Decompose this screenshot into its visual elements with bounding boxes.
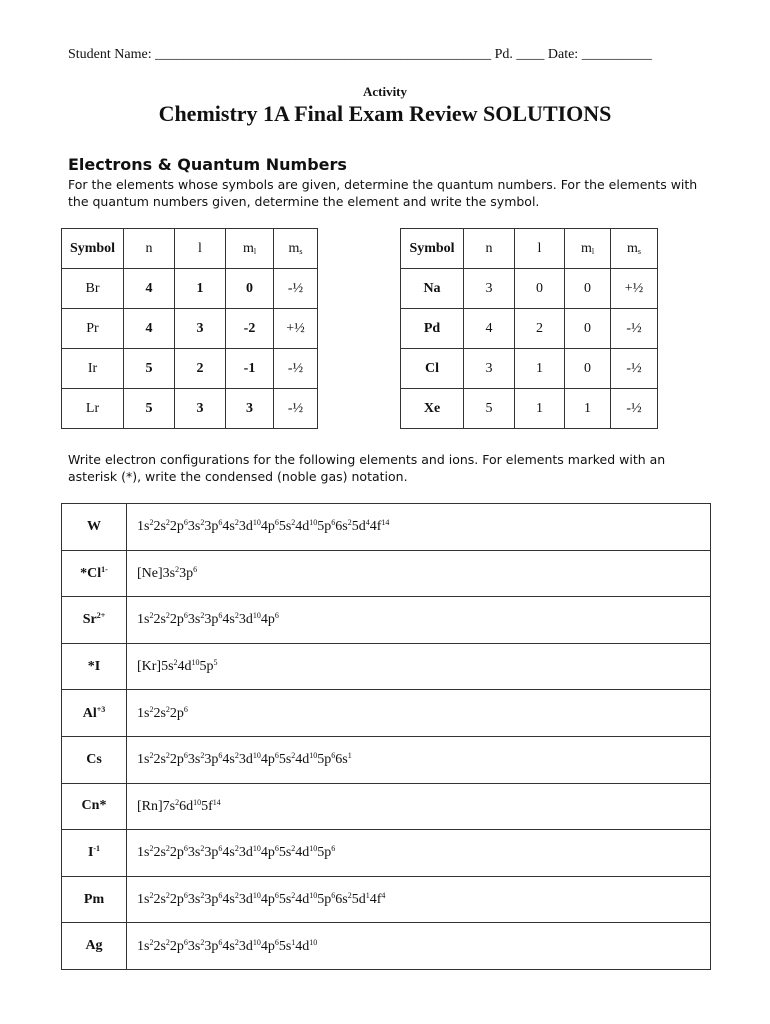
config-instructions: Write electron configurations for the following elements and ions. For elements marked with an asterisk (*), write the condensed (noble gas) notation. [68, 452, 666, 484]
l-cell: 2 [175, 349, 226, 389]
element-part: Sr [82, 612, 97, 628]
orbital-superscript: 14 [381, 518, 390, 528]
ms-cell: -½ [611, 349, 658, 389]
quantum-instructions: For the elements whose symbols are given, determine the quantum numbers. For the elements with the quantum numbers given, determine the element and write the symbol. [68, 177, 698, 209]
ms-header [274, 229, 318, 269]
orbital-part: 1s [137, 892, 150, 908]
l-cell: 3 [175, 309, 226, 349]
orbital-superscript: 5 [213, 658, 218, 668]
l-cell: 1 [515, 349, 565, 389]
orbital-part: 6s [335, 892, 348, 908]
orbital-part: 4p [260, 752, 275, 768]
orbital-part: 3d [238, 519, 253, 535]
orbital-superscript: 10 [309, 751, 318, 761]
n-cell: 3 [464, 269, 515, 309]
ms-header [611, 229, 658, 269]
ms-label: m [626, 240, 638, 256]
orbital-part: 3p [204, 519, 219, 535]
orbital-superscript: 2 [347, 891, 352, 901]
symbol-cell: Pr [62, 309, 124, 349]
orbital-part: 3s [187, 938, 201, 954]
orbital-part: 2p [169, 892, 184, 908]
orbital-part: 5s [278, 519, 292, 535]
element-part: *I [87, 658, 101, 674]
orbital-superscript: 6 [218, 611, 223, 621]
orbital-superscript: 2 [291, 518, 296, 528]
element-part: Al [82, 705, 97, 721]
orbital-part: 6d [179, 798, 194, 814]
orbital-part: 4s [222, 612, 235, 628]
orbital-part: 2p [169, 519, 184, 535]
table-row [62, 643, 711, 690]
orbital-part: 5d [351, 519, 366, 535]
orbital-superscript: 6 [218, 518, 223, 528]
configuration-cell [127, 830, 711, 877]
table-header-row [62, 229, 318, 269]
orbital-superscript: 2 [165, 891, 170, 901]
ms-cell: -½ [274, 269, 318, 309]
table-row [401, 389, 658, 429]
ml-label: m [580, 240, 592, 256]
orbital-part: 1s [137, 612, 150, 628]
n-cell: 5 [124, 389, 175, 429]
orbital-superscript: 2 [234, 844, 239, 854]
orbital-superscript: 2 [234, 611, 239, 621]
orbital-superscript: 2 [149, 518, 154, 528]
orbital-superscript: 10 [193, 797, 202, 807]
orbital-superscript: 2 [234, 891, 239, 901]
element-cell [62, 550, 127, 597]
orbital-superscript: 10 [252, 751, 261, 761]
ms-subscript: s [299, 246, 303, 256]
orbital-superscript: 2 [291, 844, 296, 854]
orbital-part: 2s [153, 938, 166, 954]
ml-cell: 1 [565, 389, 611, 429]
orbital-part: 5s [278, 938, 292, 954]
orbital-part: 4f [369, 519, 382, 535]
table-row [62, 690, 711, 737]
ms-cell: -½ [611, 309, 658, 349]
orbital-superscript: 6 [183, 891, 188, 901]
orbital-superscript: 6 [193, 564, 198, 574]
orbital-part: 4s [222, 519, 235, 535]
orbital-superscript: 6 [331, 751, 336, 761]
configuration-cell [127, 876, 711, 923]
element-cell [62, 504, 127, 551]
orbital-superscript: 6 [183, 751, 188, 761]
ml-cell: 3 [226, 389, 274, 429]
orbital-part: 3p [179, 565, 194, 581]
n-cell: 4 [124, 309, 175, 349]
element-part: Pm [83, 891, 105, 907]
l-cell: 1 [175, 269, 226, 309]
element-cell [62, 643, 127, 690]
l-cell: 1 [515, 389, 565, 429]
l-cell: 0 [515, 269, 565, 309]
n-cell: 5 [464, 389, 515, 429]
orbital-superscript: 6 [218, 891, 223, 901]
orbital-part: 2s [153, 519, 166, 535]
orbital-superscript: 6 [274, 844, 279, 854]
n-header: n [124, 229, 175, 269]
orbital-part: 2s [153, 845, 166, 861]
orbital-superscript: 2 [149, 891, 154, 901]
orbital-part: 3d [238, 752, 253, 768]
ms-cell: +½ [611, 269, 658, 309]
table-row [62, 504, 711, 551]
element-cell [62, 783, 127, 830]
orbital-superscript: 6 [274, 937, 279, 947]
element-part: *Cl [80, 565, 102, 581]
symbol-cell: Lr [62, 389, 124, 429]
orbital-superscript: 2 [234, 751, 239, 761]
orbital-part: 4d [295, 752, 310, 768]
orbital-part: 4p [260, 519, 275, 535]
symbol-cell: Pd [401, 309, 464, 349]
orbital-superscript: 2 [149, 844, 154, 854]
l-header: l [175, 229, 226, 269]
element-cell [62, 736, 127, 783]
orbital-part: 3p [204, 845, 219, 861]
ms-label: m [288, 240, 300, 256]
orbital-part: 4s [222, 845, 235, 861]
ms-subscript: s [637, 246, 641, 256]
orbital-superscript: 2 [291, 891, 296, 901]
orbital-part: 3d [238, 612, 253, 628]
ml-subscript: l [591, 246, 595, 256]
orbital-superscript: 10 [252, 891, 261, 901]
element-cell [62, 923, 127, 970]
orbital-superscript: 6 [218, 751, 223, 761]
element-part: W [87, 518, 101, 534]
orbital-superscript: 2 [149, 937, 154, 947]
symbol-cell: Cl [401, 349, 464, 389]
orbital-part: 6s [335, 519, 348, 535]
orbital-superscript: 6 [274, 611, 279, 621]
orbital-superscript: 6 [331, 518, 336, 528]
orbital-superscript: 2 [234, 937, 239, 947]
ml-cell: 0 [565, 309, 611, 349]
orbital-superscript: 2 [175, 797, 180, 807]
orbital-superscript: 10 [309, 891, 318, 901]
orbital-superscript: 2 [347, 518, 352, 528]
orbital-superscript: 2 [200, 937, 205, 947]
symbol-header: Symbol [62, 229, 124, 269]
orbital-superscript: 6 [274, 751, 279, 761]
orbital-superscript: 6 [183, 518, 188, 528]
orbital-superscript: 6 [183, 704, 188, 714]
orbital-part: 4s [222, 938, 235, 954]
ml-cell: -2 [226, 309, 274, 349]
element-part: I [87, 845, 94, 861]
table-header-row [401, 229, 658, 269]
orbital-superscript: 2 [173, 658, 178, 668]
orbital-superscript: 1 [365, 891, 370, 901]
orbital-superscript: 10 [252, 844, 261, 854]
configuration-cell [127, 504, 711, 551]
orbital-superscript: 10 [309, 844, 318, 854]
orbital-superscript: 2 [165, 844, 170, 854]
configuration-cell [127, 736, 711, 783]
configuration-cell [127, 597, 711, 644]
orbital-superscript: 2 [200, 518, 205, 528]
orbital-part: 3p [204, 938, 219, 954]
table-row [401, 269, 658, 309]
l-header: l [515, 229, 565, 269]
orbital-part: 2s [153, 892, 166, 908]
ms-cell: +½ [274, 309, 318, 349]
orbital-superscript: 2 [149, 704, 154, 714]
table-row [62, 736, 711, 783]
orbital-part: 4f [369, 892, 382, 908]
ms-cell: -½ [274, 349, 318, 389]
orbital-superscript: 2 [200, 611, 205, 621]
n-cell: 4 [124, 269, 175, 309]
quantum-table-given-numbers [400, 228, 658, 429]
orbital-part: 2p [169, 752, 184, 768]
n-cell: 3 [464, 349, 515, 389]
orbital-part: 3p [204, 612, 219, 628]
symbol-header: Symbol [401, 229, 464, 269]
orbital-part: 1s [137, 705, 150, 721]
orbital-superscript: 6 [183, 611, 188, 621]
l-cell: 2 [515, 309, 565, 349]
orbital-superscript: 2 [175, 564, 180, 574]
element-superscript: 1- [101, 564, 108, 574]
electron-config-table [61, 503, 711, 970]
orbital-superscript: 2 [165, 611, 170, 621]
orbital-part: [Ne]3s [137, 565, 176, 581]
orbital-part: 2p [169, 845, 184, 861]
orbital-superscript: 2 [165, 518, 170, 528]
orbital-part: 5p [317, 519, 332, 535]
orbital-superscript: 10 [191, 658, 200, 668]
orbital-superscript: 10 [252, 518, 261, 528]
orbital-part: 6s [335, 752, 348, 768]
ml-cell: 0 [565, 269, 611, 309]
ml-header [226, 229, 274, 269]
configuration-cell [127, 550, 711, 597]
orbital-part: 5s [278, 892, 292, 908]
table-row [62, 876, 711, 923]
table-row [401, 349, 658, 389]
table-row [62, 269, 318, 309]
symbol-cell: Xe [401, 389, 464, 429]
orbital-part: 5p [317, 752, 332, 768]
table-row [62, 389, 318, 429]
orbital-part: 4d [177, 659, 192, 675]
symbol-cell: Ir [62, 349, 124, 389]
orbital-superscript: 6 [218, 844, 223, 854]
orbital-part: 2p [169, 705, 184, 721]
orbital-part: 3p [204, 892, 219, 908]
orbital-superscript: 2 [149, 611, 154, 621]
ml-cell: 0 [226, 269, 274, 309]
orbital-part: 5p [199, 659, 214, 675]
element-cell [62, 597, 127, 644]
orbital-part: 1s [137, 938, 150, 954]
orbital-superscript: 6 [183, 937, 188, 947]
orbital-part: 4p [260, 845, 275, 861]
orbital-part: 2s [153, 612, 166, 628]
orbital-superscript: 14 [212, 797, 221, 807]
orbital-part: 3s [187, 519, 201, 535]
element-part: Ag [85, 938, 103, 954]
orbital-superscript: 2 [234, 518, 239, 528]
orbital-part: 5p [317, 892, 332, 908]
orbital-superscript: 6 [218, 937, 223, 947]
page-title: Chemistry 1A Final Exam Review SOLUTIONS [158, 101, 612, 126]
orbital-part: 2s [153, 752, 166, 768]
orbital-part: 4p [260, 892, 275, 908]
symbol-cell: Na [401, 269, 464, 309]
orbital-superscript: 1 [291, 937, 296, 947]
element-superscript: +3 [96, 704, 106, 714]
orbital-part: [Rn]7s [137, 798, 176, 814]
orbital-superscript: 6 [331, 891, 336, 901]
orbital-superscript: 2 [200, 751, 205, 761]
element-cell [62, 830, 127, 877]
orbital-part: 4s [222, 752, 235, 768]
orbital-superscript: 10 [252, 611, 261, 621]
configuration-cell [127, 783, 711, 830]
element-superscript: 2+ [96, 611, 106, 621]
configuration-cell [127, 923, 711, 970]
orbital-superscript: 6 [274, 891, 279, 901]
orbital-part: 5s [278, 752, 292, 768]
n-cell: 5 [124, 349, 175, 389]
orbital-superscript: 4 [365, 518, 370, 528]
orbital-part: 2p [169, 938, 184, 954]
orbital-part: 5p [317, 845, 332, 861]
ml-cell: -1 [226, 349, 274, 389]
orbital-part: 5s [278, 845, 292, 861]
orbital-part: [Kr]5s [137, 659, 174, 675]
orbital-part: 5f [201, 798, 213, 814]
student-info-line: Student Name: ________________________________________________ Pd. ____ Date: __________ [68, 47, 652, 62]
orbital-superscript: 10 [309, 518, 318, 528]
table-row [62, 550, 711, 597]
orbital-part: 3p [204, 752, 219, 768]
table-row [62, 923, 711, 970]
element-cell [62, 690, 127, 737]
activity-label: Activity [362, 84, 408, 99]
orbital-superscript: 10 [252, 937, 261, 947]
orbital-part: 3d [238, 938, 253, 954]
element-cell [62, 876, 127, 923]
table-row [401, 309, 658, 349]
orbital-part: 3s [187, 612, 201, 628]
orbital-part: 1s [137, 519, 150, 535]
orbital-superscript: 2 [165, 937, 170, 947]
ml-subscript: l [253, 246, 257, 256]
orbital-part: 3d [238, 845, 253, 861]
orbital-superscript: 6 [183, 844, 188, 854]
symbol-cell: Br [62, 269, 124, 309]
orbital-part: 2p [169, 612, 184, 628]
table-row [62, 349, 318, 389]
element-part: Cn* [81, 798, 107, 814]
ms-cell: -½ [611, 389, 658, 429]
orbital-part: 4d [295, 892, 310, 908]
orbital-superscript: 6 [331, 844, 336, 854]
orbital-part: 4d [295, 519, 310, 535]
orbital-part: 3s [187, 845, 201, 861]
orbital-part: 4d [295, 845, 310, 861]
element-part: Cs [86, 751, 102, 767]
orbital-superscript: 2 [200, 844, 205, 854]
orbital-part: 1s [137, 845, 150, 861]
configuration-cell [127, 690, 711, 737]
orbital-part: 4p [260, 938, 275, 954]
table-row [62, 830, 711, 877]
table-row [62, 783, 711, 830]
ml-cell: 0 [565, 349, 611, 389]
orbital-superscript: 10 [309, 937, 318, 947]
ms-cell: -½ [274, 389, 318, 429]
ml-label: m [242, 240, 254, 256]
orbital-part: 3d [238, 892, 253, 908]
orbital-superscript: 2 [200, 891, 205, 901]
orbital-part: 2s [153, 705, 166, 721]
orbital-superscript: 2 [291, 751, 296, 761]
orbital-part: 4p [260, 612, 275, 628]
orbital-superscript: 2 [149, 751, 154, 761]
quantum-table-given-symbols [61, 228, 318, 429]
orbital-part: 3s [187, 752, 201, 768]
orbital-part: 4s [222, 892, 235, 908]
n-cell: 4 [464, 309, 515, 349]
orbital-part: 4d [295, 938, 310, 954]
orbital-superscript: 6 [274, 518, 279, 528]
configuration-cell [127, 643, 711, 690]
n-header: n [464, 229, 515, 269]
l-cell: 3 [175, 389, 226, 429]
orbital-superscript: 2 [165, 704, 170, 714]
orbital-part: 1s [137, 752, 150, 768]
ml-header [565, 229, 611, 269]
orbital-superscript: 1 [347, 751, 352, 761]
table-row [62, 309, 318, 349]
orbital-superscript: 2 [165, 751, 170, 761]
orbital-superscript: 4 [381, 891, 386, 901]
table-row [62, 597, 711, 644]
section-heading: Electrons & Quantum Numbers [68, 155, 347, 174]
orbital-part: 5d [351, 892, 366, 908]
element-superscript: -1 [93, 844, 101, 854]
orbital-part: 3s [187, 892, 201, 908]
